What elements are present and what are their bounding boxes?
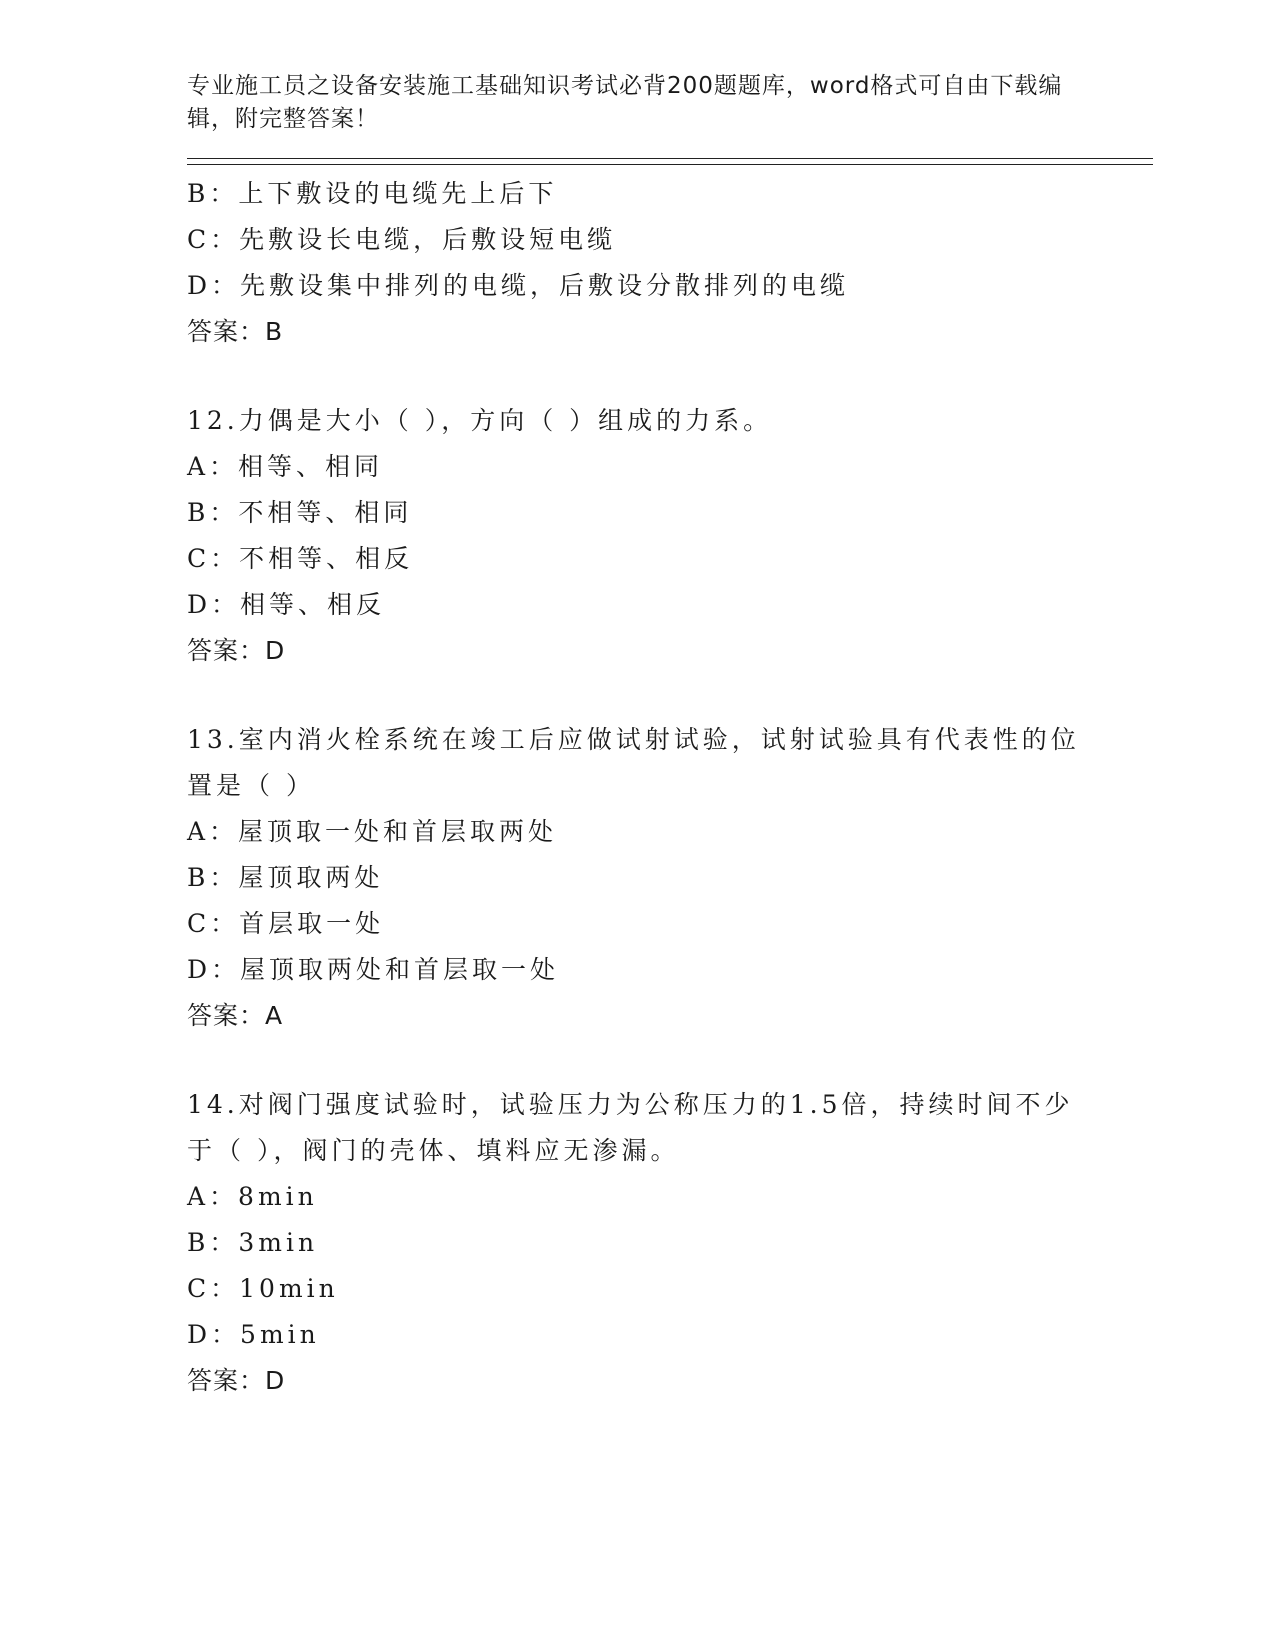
option-b: B：3min [187,1228,319,1257]
document-body [187,171,1153,1404]
option-a: A：相等、相同 [187,452,384,481]
answer: 答案：D [187,636,286,665]
option-c: C：首层取一处 [187,909,385,938]
question-text: 12.力偶是大小（ ），方向（ ）组成的力系。 [187,406,773,435]
answer: 答案：A [187,1001,284,1030]
answer: 答案：B [187,317,284,346]
question-12 [187,398,1153,674]
question-13 [187,717,1153,1039]
answer: 答案：D [187,1366,286,1395]
option-a: A：屋顶取一处和首层取两处 [187,817,558,846]
option-b: B：上下敷设的电缆先上后下 [187,179,558,208]
option-c: C：10min [187,1274,339,1303]
option-a: A：8min [187,1182,318,1211]
option-b: B：不相等、相同 [187,498,413,527]
option-b: B：屋顶取两处 [187,863,384,892]
option-c: C：先敷设长电缆，后敷设短电缆 [187,225,617,254]
option-d: D：5min [187,1320,320,1349]
document-page [187,70,1153,1404]
header-divider [187,158,1153,165]
question-14 [187,1082,1153,1404]
option-d: D：相等、相反 [187,590,386,619]
prev-question-tail [187,171,1153,355]
question-text: 14.对阀门强度试验时，试验压力为公称压力的1.5倍，持续时间不少于（ ），阀门的壳体、填料应无渗漏。 [187,1090,1074,1165]
option-d: D：屋顶取两处和首层取一处 [187,955,560,984]
option-c: C：不相等、相反 [187,544,414,573]
document-header: 专业施工员之设备安装施工基础知识考试必背200题题库，word格式可自由下载编辑，附完整答案！ [187,73,1063,132]
question-text: 13.室内消火栓系统在竣工后应做试射试验，试射试验具有代表性的位置是（ ） [187,725,1080,800]
option-d: D：先敷设集中排列的电缆，后敷设分散排列的电缆 [187,271,850,300]
